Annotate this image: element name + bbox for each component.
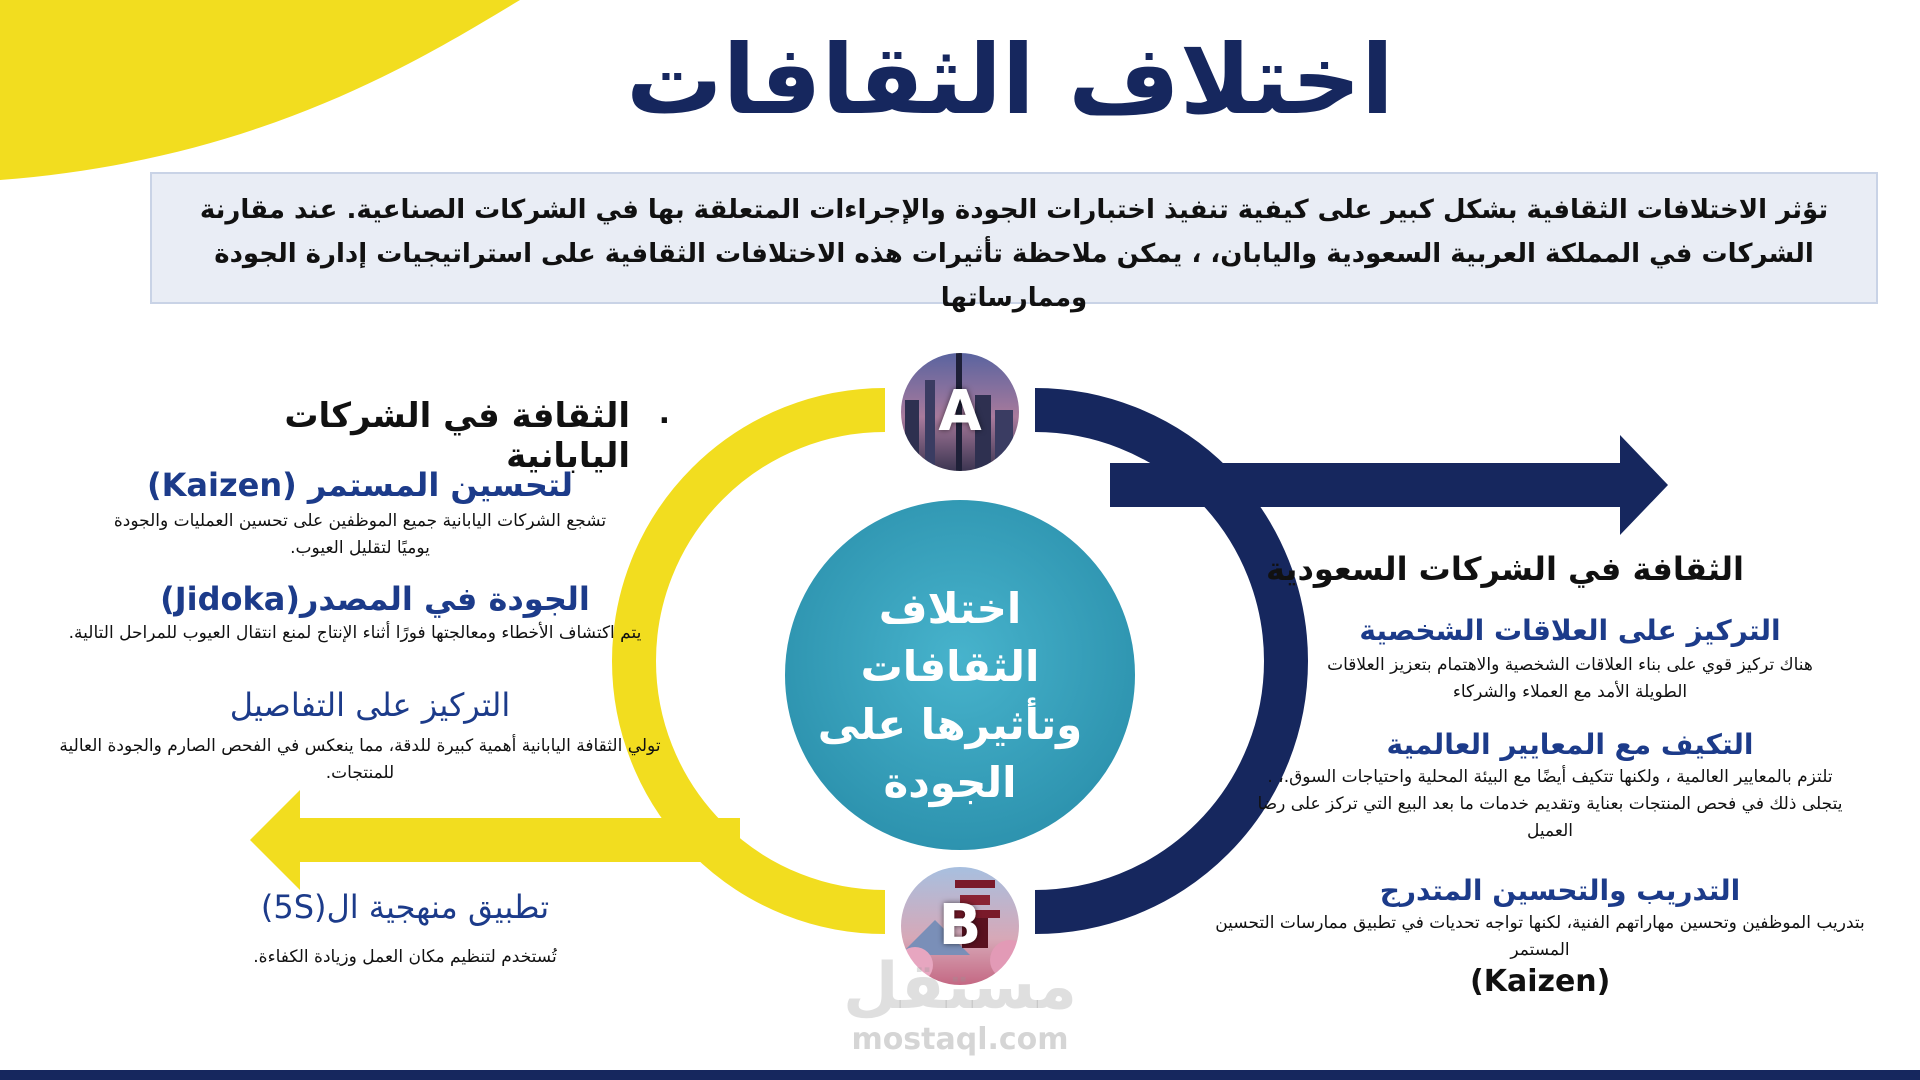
badge-a-label: A: [938, 379, 982, 444]
center-line-1: اختلاف الثقافات: [860, 584, 1040, 691]
intro-paragraph: تؤثر الاختلافات الثقافية بشكل كبير على كيفية تنفيذ اختبارات الجودة والإجراءات المتعلقة بها في الشركات الصناعية. عند مقارنة الشركات في المملكة العربية السعودية واليابان، ، يمكن ملاحظة تأثيرات هذه الاختلافات الثقافية على استراتيجيات إدارة الجودة وممارساتها: [150, 172, 1878, 304]
bottom-bar: [0, 1070, 1920, 1080]
japan-item-3-text: تولي الثقافة اليابانية أهمية كبيرة للدقة، مما ينعكس في الفحص الصارم والجودة العالية للمنتجات.: [59, 736, 661, 783]
japan-item-2-text: يتم اكتشاف الأخطاء ومعالجتها فورًا أثناء الإنتاج لمنع انتقال العيوب للمراحل التالية.: [68, 623, 642, 643]
center-label: [800, 580, 1100, 807]
saudi-item-3-kaizen: (Kaizen): [1470, 964, 1611, 999]
navy-arrow-head: [1620, 435, 1668, 535]
watermark-url: mostaql.com: [851, 1022, 1069, 1057]
japan-heading: الثقافة في الشركات اليابانية: [284, 396, 630, 476]
japan-heading-dot: .: [658, 396, 670, 431]
saudi-item-3-text: بتدريب الموظفين وتحسين مهاراتهم الفنية، لكنها تواجه تحديات في تطبيق ممارسات التحسين المستمر: [1215, 913, 1865, 960]
page-title: اختلاف الثقافات: [626, 24, 1394, 136]
yellow-swoosh: [0, 0, 520, 180]
japan-item-4-text: تُستخدم لتنظيم مكان العمل وزيادة الكفاءة.: [253, 947, 557, 967]
saudi-item-1-title: التركيز على العلاقات الشخصية: [1359, 614, 1781, 647]
japan-item-4-title: تطبيق منهجية ال(5S): [260, 888, 550, 926]
watermark-arabic: مستقل: [842, 950, 1078, 1024]
saudi-item-3-title: التدريب والتحسين المتدرج: [1379, 874, 1741, 907]
badge-b-label: B: [938, 893, 982, 958]
japan-item-2-title: الجودة في المصدر(Jidoka): [160, 580, 590, 618]
center-line-3: الجودة: [883, 758, 1017, 807]
yellow-arrow-head: [250, 790, 300, 890]
japan-item-1-title: لتحسين المستمر (Kaizen): [147, 466, 573, 504]
saudi-item-1-text: هناك تركيز قوي على بناء العلاقات الشخصية والاهتمام بتعزيز العلاقات الطويلة الأمد مع العملاء والشركاء: [1327, 655, 1813, 702]
saudi-item-2-text: تلتزم بالمعايير العالمية ، ولكنها تتكيف أيضًا مع البيئة المحلية واحتياجات السوق.، . يتجلى ذلك في فحص المنتجات بعناية وتقديم خدمات ما بعد البيع التي تركز على رضا العميل: [1257, 767, 1843, 841]
saudi-item-2-title: التكيف مع المعايير العالمية: [1386, 728, 1754, 761]
japan-item-1-text: تشجع الشركات اليابانية جميع الموظفين على تحسين العمليات والجودة يوميًا لتقليل العيوب.: [113, 511, 607, 558]
japan-item-3-title: التركيز على التفاصيل: [229, 686, 511, 724]
saudi-heading: الثقافة في الشركات السعودية: [1266, 550, 1744, 588]
center-line-2: وتأثيرها على: [817, 700, 1083, 749]
